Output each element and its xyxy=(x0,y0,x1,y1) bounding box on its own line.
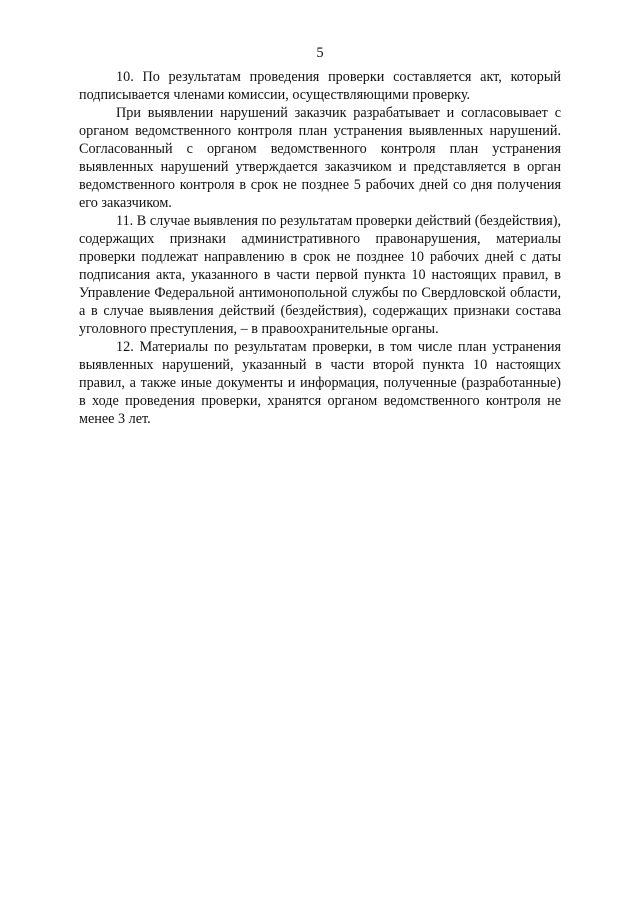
paragraph-11: 11. В случае выявления по результатам проверки действий (бездействия), содержащих признаки административного правонарушения, материалы проверки подлежат направлению в срок не позднее 10 рабочих дней с даты подписания акта, указанного в части первой пункта 10 настоящих правил, в Управление Федеральной антимонопольной службы по Свердловской области, а в случае выявления действий (бездействия), содержащих признаки состава уголовного преступления, – в правоохранительные органы. xyxy=(79,213,561,337)
paragraph-12: 12. Материалы по результатам проверки, в том числе план устранения выявленных нарушений, указанный в части второй пункта 10 настоящих правил, а также иные документы и информация, полученные (разработанные) в ходе проведения проверки, хранятся органом ведомственного контроля не менее 3 лет. xyxy=(79,339,561,427)
page-number: 5 xyxy=(316,45,324,61)
paragraph-10-plan: При выявлении нарушений заказчик разрабатывает и согласовывает с органом ведомственного контроля план устранения выявленных нарушений. Согласованный с органом ведомственного контроля план устранения выявленных нарушений утверждается заказчиком и представляется в орган ведомственного контроля в срок не позднее 5 рабочих дней со дня получения его заказчиком. xyxy=(79,105,561,211)
document-page xyxy=(79,44,561,428)
paragraph-10: 10. По результатам проведения проверки составляется акт, который подписывается членами комиссии, осуществляющими проверку. xyxy=(79,69,561,103)
